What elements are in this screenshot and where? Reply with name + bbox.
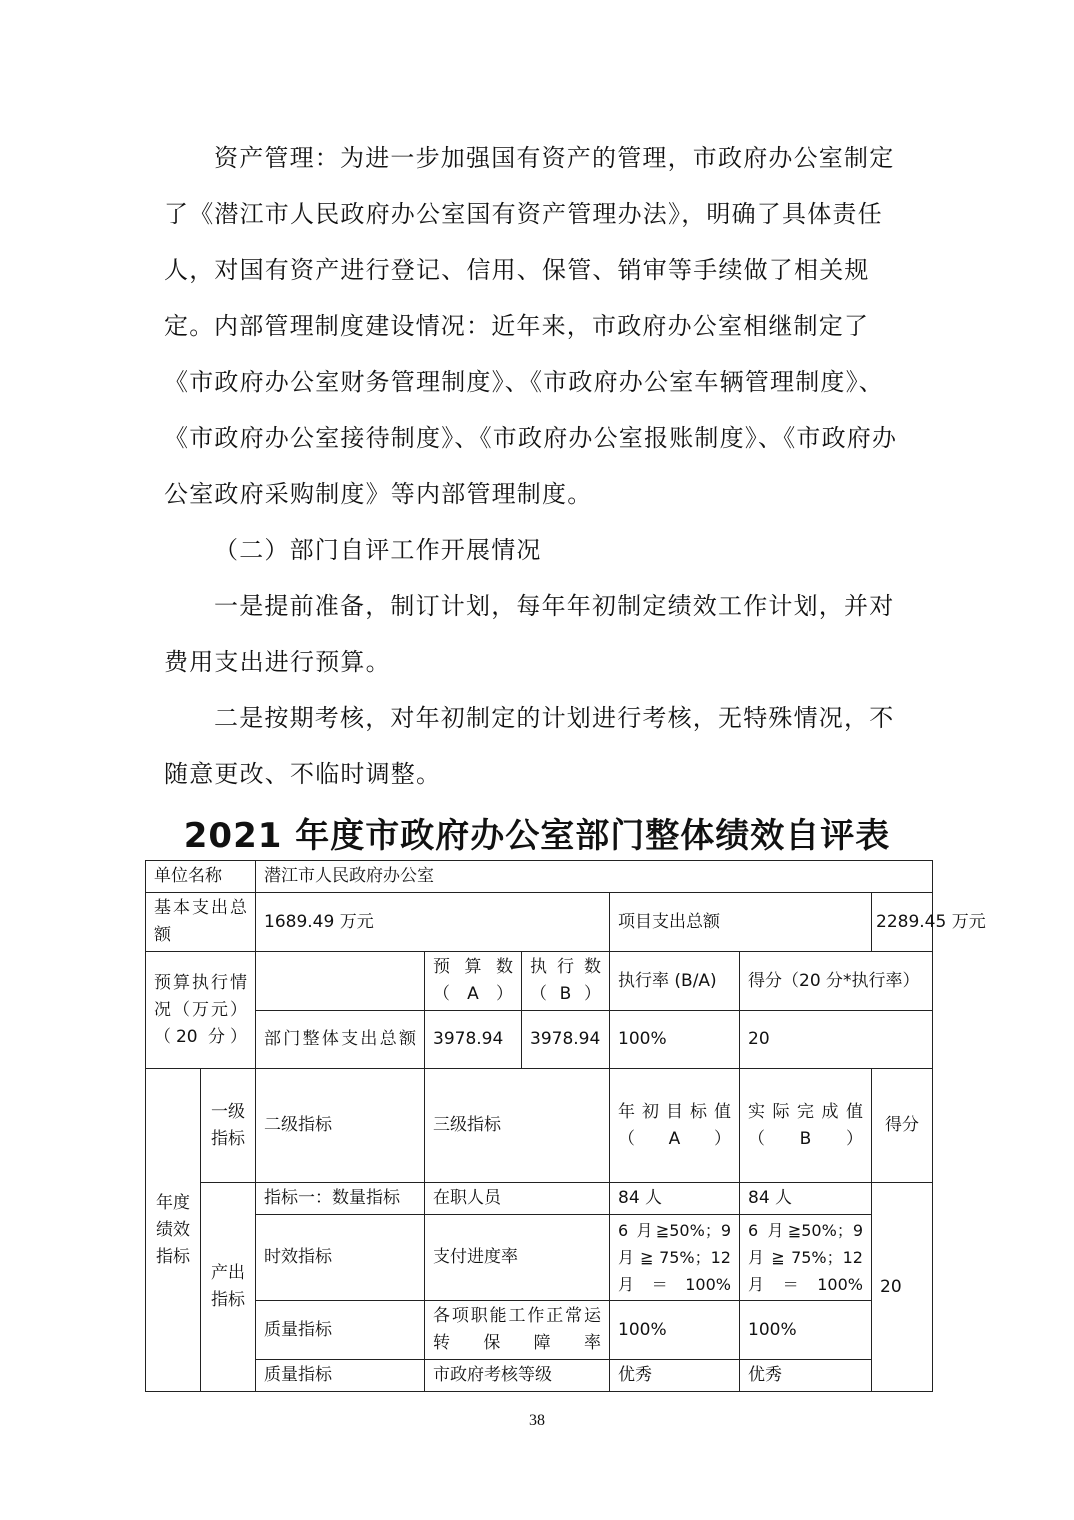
table-row <box>146 1215 933 1301</box>
table-row <box>146 893 933 952</box>
score-header: 得分 <box>872 1069 933 1183</box>
table-row <box>146 1301 933 1360</box>
actual-header: 实际完成值（B） <box>740 1069 872 1183</box>
level3-header: 三级指标 <box>425 1069 610 1183</box>
unit-label: 单位名称 <box>146 861 256 893</box>
table-row <box>146 952 933 1011</box>
asset-management-paragraph: 资产管理：为进一步加强国有资产的管理，市政府办公室制定了《潜江市人民政府办公室国有资产管理办法》，明确了具体责任人，对国有资产进行登记、信用、保管、销审等手续做了相关规定。 <box>164 144 895 340</box>
indicator-level2: 时效指标 <box>256 1215 425 1301</box>
section-heading: （二）部门自评工作开展情况 <box>214 536 542 564</box>
performance-table <box>145 860 986 1392</box>
indicator-target: 优秀 <box>610 1360 740 1392</box>
output-score: 20 <box>872 1183 933 1392</box>
page-number: 38 <box>529 1412 545 1429</box>
indicator-target: 100% <box>610 1301 740 1360</box>
internal-rules-paragraph: 内部管理制度建设情况：近年来，市政府办公室相继制定了《市政府办公室财务管理制度》、《市政府办公室车辆管理制度》、《市政府办公室接待制度》、《市政府办公室报账制度》、《市政府办公室政府采购制度》等内部管理制度。 <box>164 312 898 508</box>
table-row <box>146 861 933 893</box>
indicator-level3: 在职人员 <box>425 1183 610 1215</box>
budget-total-a: 3978.94 <box>425 1011 522 1069</box>
budget-header-blank <box>256 952 425 1011</box>
indicator-target: 84 人 <box>610 1183 740 1215</box>
level2-header: 二级指标 <box>256 1069 425 1183</box>
indicator-actual: 100% <box>740 1301 872 1360</box>
budget-col-a-header: 预算数（A） <box>425 952 522 1011</box>
table-row <box>146 1360 933 1392</box>
budget-total-label: 部门整体支出总额 <box>256 1011 425 1069</box>
output-indicator-label: 产出指标 <box>201 1183 256 1392</box>
indicator-level3: 市政府考核等级 <box>425 1360 610 1392</box>
indicator-level3: 各项职能工作正常运转保障率 <box>425 1301 610 1360</box>
indicator-target: 6 月≧50%；9 月 ≧ 75%；12 月＝100% <box>610 1215 740 1301</box>
unit-value: 潜江市人民政府办公室 <box>256 861 933 893</box>
level1-header: 一级指标 <box>201 1069 256 1183</box>
table-row <box>146 1069 933 1183</box>
indicator-actual: 6 月≧50%；9 月 ≧ 75%；12 月＝100% <box>740 1215 872 1301</box>
basic-expense-label: 基本支出总额 <box>146 893 256 952</box>
budget-execution-label: 预算执行情况（万元）（20 分） <box>146 952 256 1069</box>
budget-total-score: 20 <box>740 1011 933 1069</box>
indicator-actual: 优秀 <box>740 1360 872 1392</box>
project-expense-value: 2289.45 万元 <box>872 893 933 952</box>
project-expense-label: 项目支出总额 <box>610 893 872 952</box>
indicator-level2: 指标一：数量指标 <box>256 1183 425 1215</box>
table-row <box>146 1183 933 1215</box>
budget-total-rate: 100% <box>610 1011 740 1069</box>
budget-score-header: 得分（20 分*执行率） <box>740 952 933 1011</box>
annual-performance-label: 年度绩效指标 <box>146 1069 201 1392</box>
budget-total-b: 3978.94 <box>522 1011 610 1069</box>
budget-col-b-header: 执行数（B） <box>522 952 610 1011</box>
periodic-review-paragraph: 二是按期考核，对年初制定的计划进行考核，无特殊情况，不随意更改、不临时调整。 <box>164 704 895 788</box>
indicator-level2: 质量指标 <box>256 1360 425 1392</box>
table-title: 2021 年度市政府办公室部门整体绩效自评表 <box>183 816 891 856</box>
indicator-level2: 质量指标 <box>256 1301 425 1360</box>
target-header: 年初目标值（A） <box>610 1069 740 1183</box>
basic-expense-value: 1689.49 万元 <box>256 893 610 952</box>
indicator-actual: 84 人 <box>740 1183 872 1215</box>
indicator-level3: 支付进度率 <box>425 1215 610 1301</box>
table-row <box>146 1011 933 1069</box>
prepare-plan-paragraph: 一是提前准备，制订计划，每年年初制定绩效工作计划，并对费用支出进行预算。 <box>164 592 895 676</box>
execution-rate-header: 执行率 (B/A) <box>610 952 740 1011</box>
